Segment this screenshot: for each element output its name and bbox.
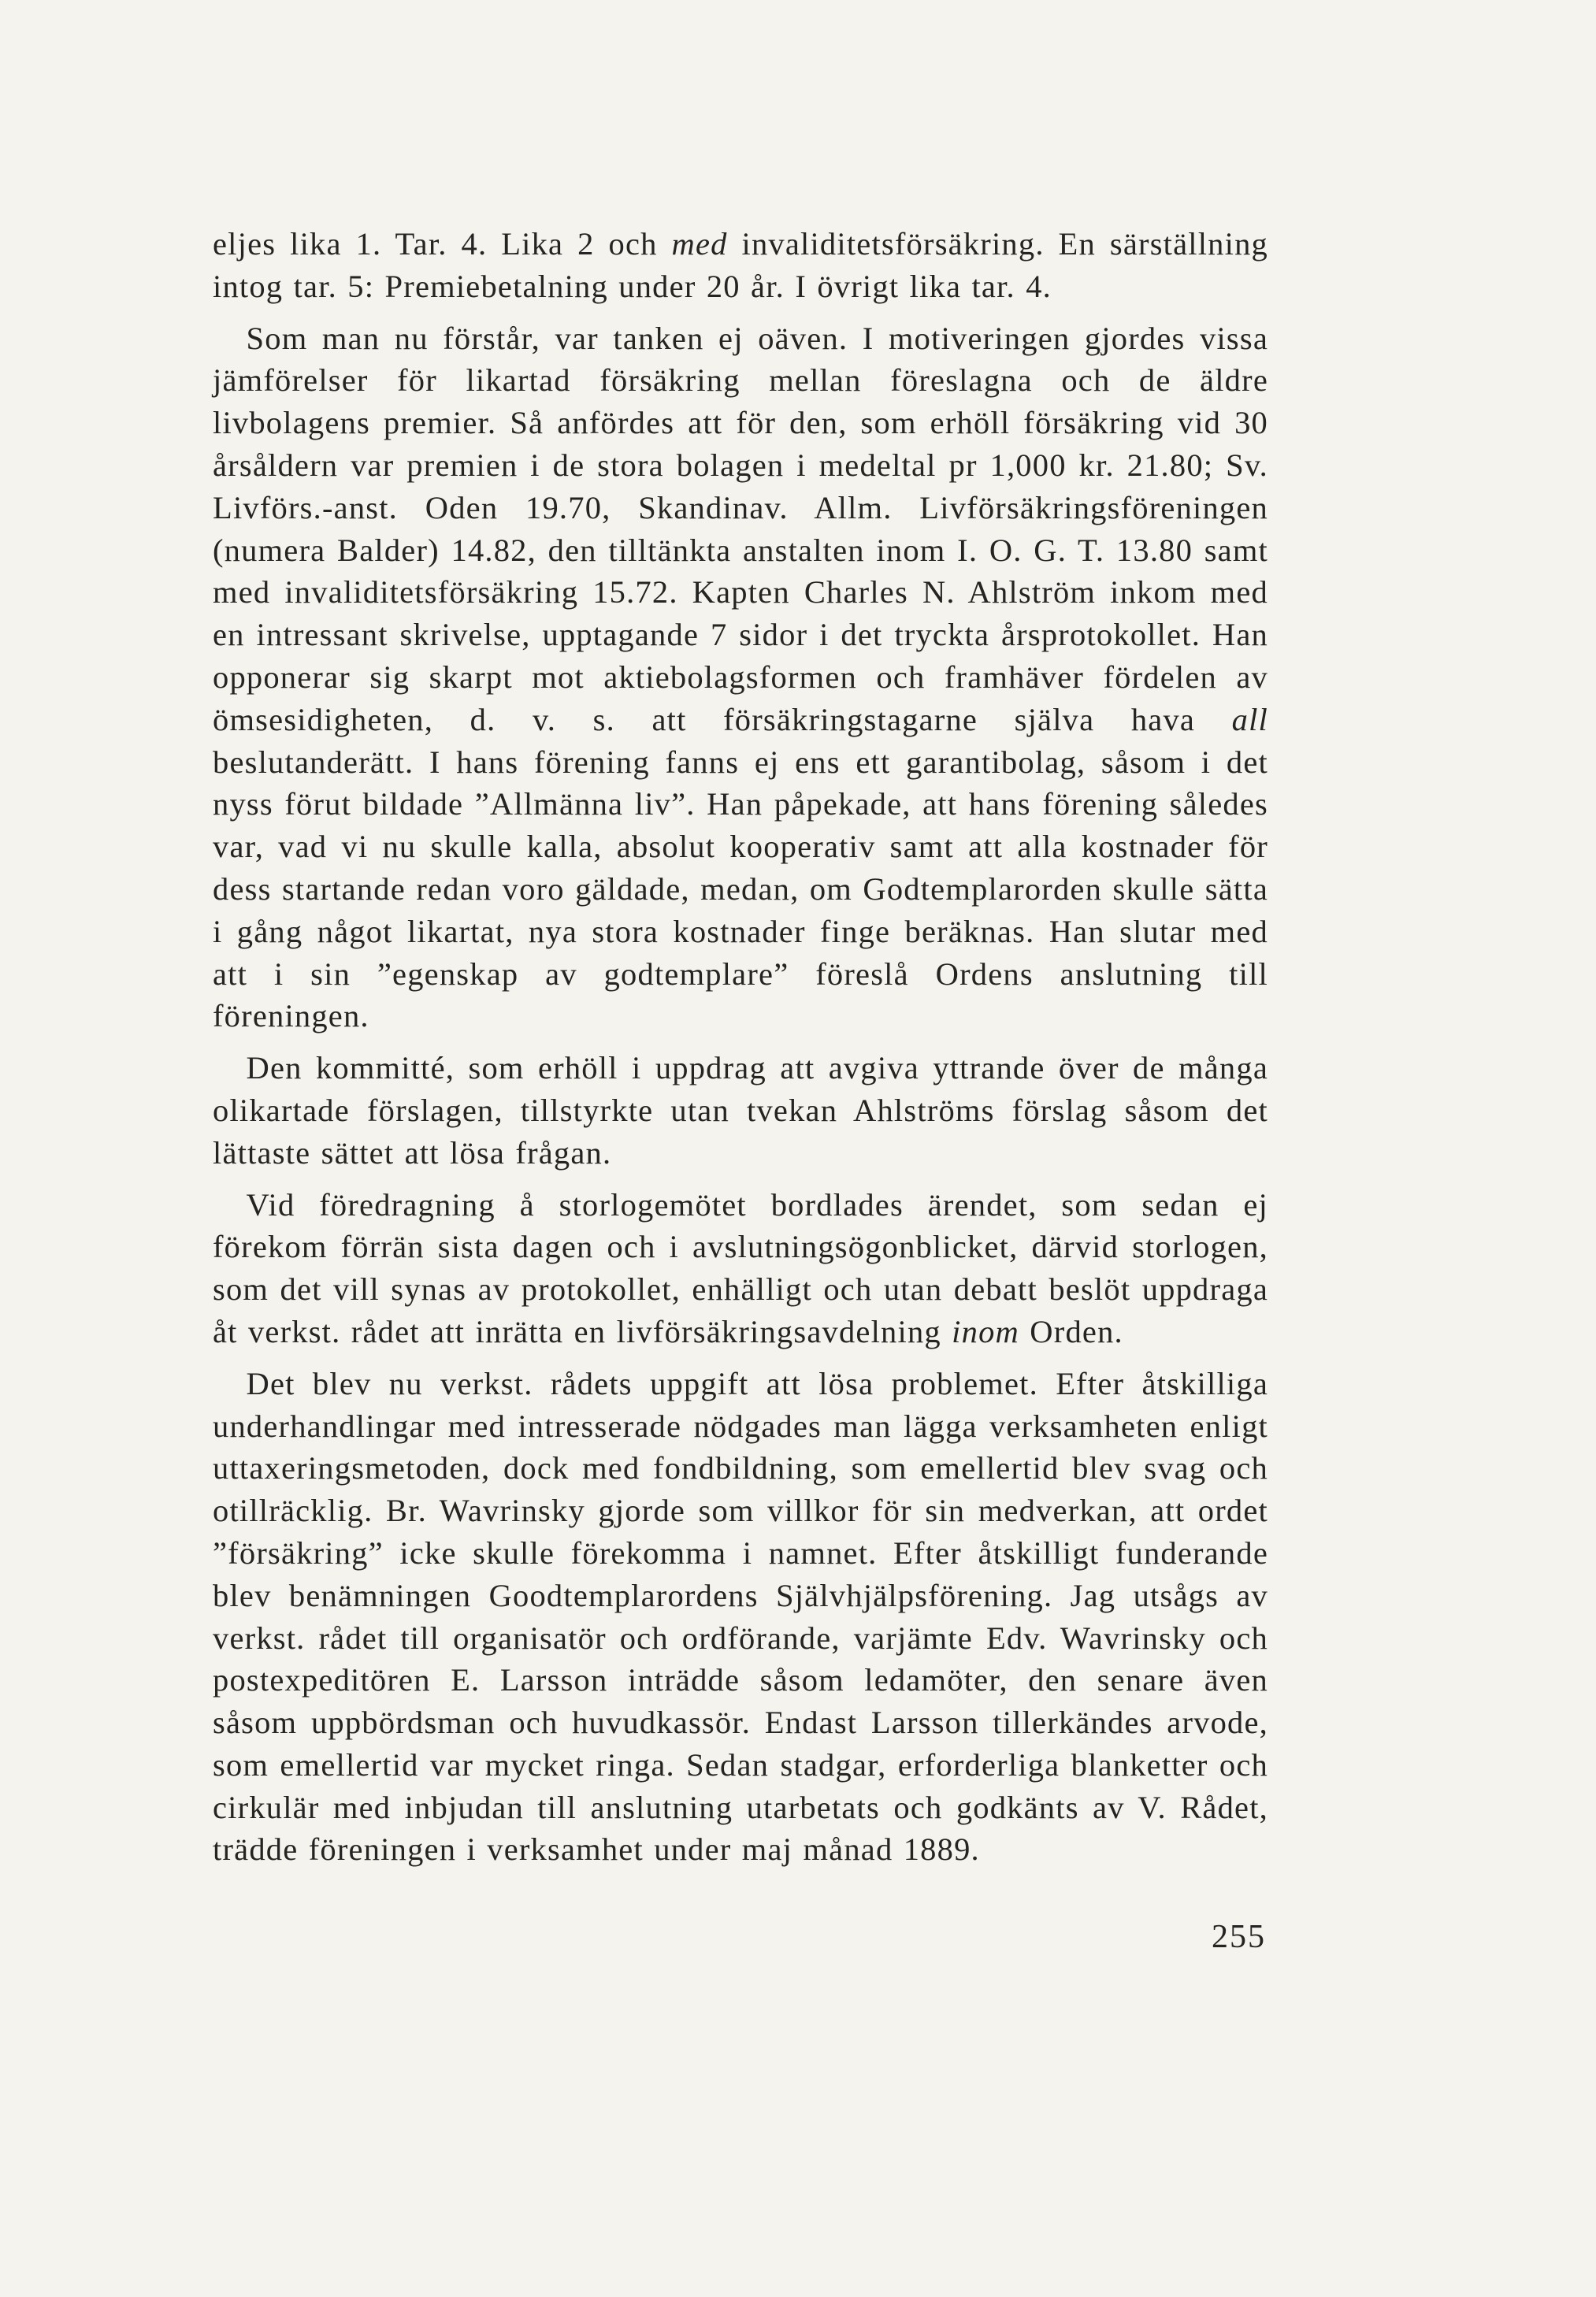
- paragraph-5: [213, 1363, 1268, 1872]
- text-segment: invaliditetsförsäkring. En särställning intog tar. 5: Premiebetalning under 20 år. I övrigt lika tar. 4.: [213, 226, 1268, 304]
- text-segment: Den kommitté, som erhöll i uppdrag att avgiva yttrande över de många olikartade förslagen, tillstyrkte utan tvekan Ahlströms förslag såsom det lättaste sättet att lösa frågan.: [213, 1050, 1268, 1171]
- text-segment: beslutanderätt. I hans förening fanns ej ens ett garantibolag, såsom i det nyss förut bildade ”Allmänna liv”. Han påpekade, att hans förening således var, vad vi nu skulle kalla, absolut kooperativ samt att alla kostnader för dess startande redan voro gäldade, medan, om Godtemplarorden skulle sätta i gång något likartat, nya stora kostnader finge beräknas. Han slutar med att i sin ”egenskap av godtemplare” föreslå Ordens anslutning till föreningen.: [213, 744, 1268, 1034]
- text-segment: Vid föredragning å storlogemötet bordlades ärendet, som sedan ej förekom förrän sista dagen och i avslutningsögonblicket, därvid storlogen, som det vill synas av protokollet, enhälligt och utan debatt beslöt uppdraga åt verkst. rådet att inrätta en livförsäkringsavdelning: [213, 1186, 1268, 1349]
- italic-text-segment: med: [671, 226, 728, 262]
- text-segment: Som man nu förstår, var tanken ej oäven. I motiveringen gjordes vissa jämförelser för likartad försäkring mellan föreslagna och de äldre livbolagens premier. Så anfördes att för den, som erhöll försäkring vid 30 årsåldern var premien i de stora bolagen i medeltal pr 1,000 kr. 21.80; Sv. Livförs.-anst. Oden 19.70, Skandinav. Allm. Livförsäkringsföreningen (numera Balder) 14.82, den tilltänkta anstalten inom I. O. G. T. 13.80 samt med invaliditetsförsäkring 15.72. Kapten Charles N. Ahlström inkom med en intressant skrivelse, upptagande 7 sidor i det tryckta årsprotokollet. Han opponerar sig skarpt mot aktiebolagsformen och framhäver fördelen av ömsesidigheten, d. v. s. att försäkringstagarne själva hava: [213, 320, 1268, 737]
- page-number: 255: [1212, 1919, 1266, 1955]
- paragraph-4: [213, 1184, 1268, 1353]
- paragraph-1: [213, 223, 1268, 308]
- text-segment: Orden.: [1019, 1313, 1123, 1349]
- italic-text-segment: inom: [952, 1313, 1019, 1349]
- italic-text-segment: all: [1231, 701, 1268, 737]
- text-segment: Det blev nu verkst. rådets uppgift att lösa problemet. Efter åtskilliga underhandlingar med intresserade nödgades man lägga verksamheten enligt uttaxeringsmetoden, dock med fondbildning, som emellertid blev svag och otillräcklig. Br. Wavrinsky gjorde som villkor för sin medverkan, att ordet ”försäkring” icke skulle förekomma i namnet. Efter åtskilligt funderande blev benämningen Goodtemplarordens Självhjälpsförening. Jag utsågs av verkst. rådet till organisatör och ordförande, varjämte Edv. Wavrinsky och postexpeditören E. Larsson inträdde såsom ledamöter, den senare även såsom uppbördsman och huvudkassör. Endast Larsson tillerkändes arvode, som emellertid var mycket ringa. Sedan stadgar, erforderliga blanketter och cirkulär med inbjudan till anslutning utarbetats och godkänts av V. Rådet, trädde föreningen i verksamhet under maj månad 1889.: [213, 1365, 1268, 1868]
- text-segment: eljes lika 1. Tar. 4. Lika 2 och: [213, 226, 672, 262]
- paragraph-2: [213, 317, 1268, 1038]
- paragraph-3: [213, 1047, 1268, 1174]
- body-text: [213, 223, 1268, 1871]
